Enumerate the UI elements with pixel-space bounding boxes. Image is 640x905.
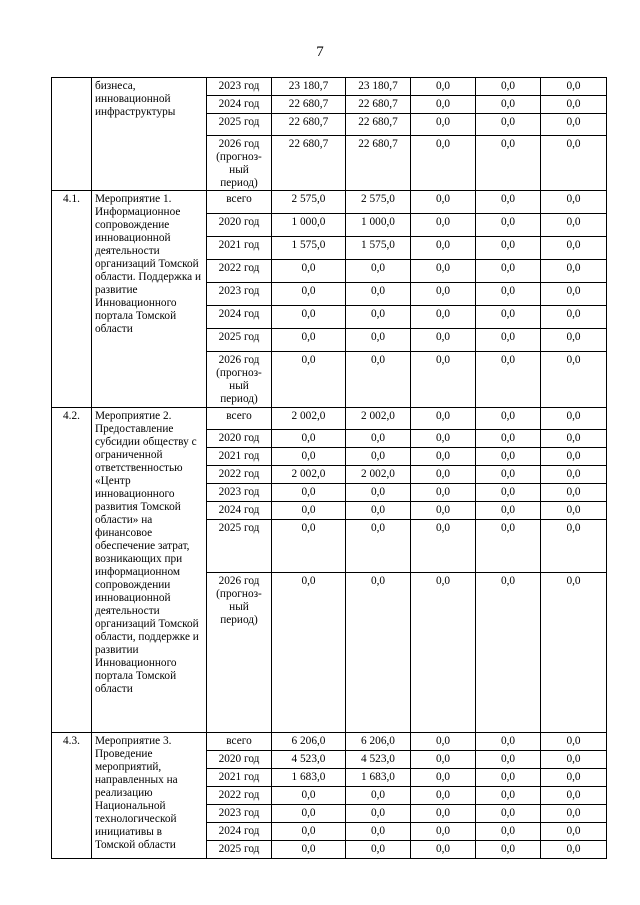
period-cell: 2021 год (207, 769, 272, 787)
regional-budget-value: 0,0 (346, 841, 411, 859)
extra-budget-value: 0,0 (541, 573, 607, 733)
total-value: 0,0 (272, 283, 346, 306)
regional-budget-value: 0,0 (346, 260, 411, 283)
period-cell: 2022 год (207, 466, 272, 484)
total-value: 6 206,0 (272, 733, 346, 751)
regional-budget-value: 0,0 (346, 520, 411, 573)
local-budget-value: 0,0 (476, 769, 541, 787)
period-cell: 2021 год (207, 448, 272, 466)
regional-budget-value: 0,0 (346, 448, 411, 466)
period-cell: 2020 год (207, 751, 272, 769)
total-value: 2 002,0 (272, 408, 346, 430)
period-cell: 2025 год (207, 841, 272, 859)
extra-budget-value: 0,0 (541, 329, 607, 352)
local-budget-value: 0,0 (476, 466, 541, 484)
federal-budget-value: 0,0 (411, 502, 476, 520)
period-cell: всего (207, 733, 272, 751)
local-budget-value: 0,0 (476, 841, 541, 859)
total-value: 0,0 (272, 823, 346, 841)
total-value: 23 180,7 (272, 78, 346, 96)
extra-budget-value: 0,0 (541, 306, 607, 329)
local-budget-value: 0,0 (476, 96, 541, 114)
local-budget-value: 0,0 (476, 114, 541, 136)
regional-budget-value: 4 523,0 (346, 751, 411, 769)
federal-budget-value: 0,0 (411, 751, 476, 769)
federal-budget-value: 0,0 (411, 329, 476, 352)
local-budget-value: 0,0 (476, 502, 541, 520)
period-cell: всего (207, 408, 272, 430)
federal-budget-value: 0,0 (411, 787, 476, 805)
table-row (52, 191, 607, 214)
extra-budget-value: 0,0 (541, 805, 607, 823)
total-value: 4 523,0 (272, 751, 346, 769)
local-budget-value: 0,0 (476, 283, 541, 306)
federal-budget-value: 0,0 (411, 260, 476, 283)
extra-budget-value: 0,0 (541, 502, 607, 520)
extra-budget-value: 0,0 (541, 214, 607, 237)
federal-budget-value: 0,0 (411, 352, 476, 408)
regional-budget-value: 0,0 (346, 502, 411, 520)
regional-budget-value: 0,0 (346, 283, 411, 306)
local-budget-value: 0,0 (476, 408, 541, 430)
budget-table (51, 77, 607, 859)
total-value: 0,0 (272, 306, 346, 329)
federal-budget-value: 0,0 (411, 283, 476, 306)
period-cell: всего (207, 191, 272, 214)
item-number (52, 78, 92, 191)
regional-budget-value: 0,0 (346, 352, 411, 408)
federal-budget-value: 0,0 (411, 769, 476, 787)
total-value: 0,0 (272, 841, 346, 859)
total-value: 0,0 (272, 260, 346, 283)
local-budget-value: 0,0 (476, 520, 541, 573)
local-budget-value: 0,0 (476, 823, 541, 841)
local-budget-value: 0,0 (476, 136, 541, 191)
period-cell: 2020 год (207, 214, 272, 237)
extra-budget-value: 0,0 (541, 78, 607, 96)
total-value: 1 000,0 (272, 214, 346, 237)
extra-budget-value: 0,0 (541, 823, 607, 841)
period-cell: 2022 год (207, 260, 272, 283)
period-cell: 2020 год (207, 430, 272, 448)
regional-budget-value: 0,0 (346, 484, 411, 502)
period-cell: 2024 год (207, 306, 272, 329)
federal-budget-value: 0,0 (411, 841, 476, 859)
extra-budget-value: 0,0 (541, 751, 607, 769)
federal-budget-value: 0,0 (411, 448, 476, 466)
extra-budget-value: 0,0 (541, 520, 607, 573)
federal-budget-value: 0,0 (411, 805, 476, 823)
federal-budget-value: 0,0 (411, 306, 476, 329)
regional-budget-value: 2 575,0 (346, 191, 411, 214)
regional-budget-value: 2 002,0 (346, 466, 411, 484)
federal-budget-value: 0,0 (411, 78, 476, 96)
regional-budget-value: 2 002,0 (346, 408, 411, 430)
total-value: 0,0 (272, 502, 346, 520)
local-budget-value: 0,0 (476, 214, 541, 237)
federal-budget-value: 0,0 (411, 96, 476, 114)
local-budget-value: 0,0 (476, 237, 541, 260)
local-budget-value: 0,0 (476, 78, 541, 96)
local-budget-value: 0,0 (476, 352, 541, 408)
period-cell: 2026 год (прогноз-ный период) (207, 136, 272, 191)
local-budget-value: 0,0 (476, 306, 541, 329)
local-budget-value: 0,0 (476, 484, 541, 502)
table-row (52, 733, 607, 751)
total-value: 22 680,7 (272, 96, 346, 114)
federal-budget-value: 0,0 (411, 466, 476, 484)
extra-budget-value: 0,0 (541, 283, 607, 306)
regional-budget-value: 0,0 (346, 787, 411, 805)
total-value: 0,0 (272, 787, 346, 805)
regional-budget-value: 22 680,7 (346, 136, 411, 191)
period-cell: 2024 год (207, 96, 272, 114)
period-cell: 2023 год (207, 283, 272, 306)
period-cell: 2024 год (207, 502, 272, 520)
extra-budget-value: 0,0 (541, 769, 607, 787)
federal-budget-value: 0,0 (411, 573, 476, 733)
regional-budget-value: 23 180,7 (346, 78, 411, 96)
total-value: 0,0 (272, 448, 346, 466)
period-cell: 2022 год (207, 787, 272, 805)
extra-budget-value: 0,0 (541, 114, 607, 136)
period-cell: 2023 год (207, 78, 272, 96)
extra-budget-value: 0,0 (541, 448, 607, 466)
regional-budget-value: 0,0 (346, 430, 411, 448)
total-value: 1 683,0 (272, 769, 346, 787)
total-value: 0,0 (272, 484, 346, 502)
federal-budget-value: 0,0 (411, 484, 476, 502)
regional-budget-value: 1 575,0 (346, 237, 411, 260)
extra-budget-value: 0,0 (541, 733, 607, 751)
extra-budget-value: 0,0 (541, 466, 607, 484)
total-value: 2 575,0 (272, 191, 346, 214)
federal-budget-value: 0,0 (411, 520, 476, 573)
local-budget-value: 0,0 (476, 805, 541, 823)
period-cell: 2025 год (207, 114, 272, 136)
regional-budget-value: 0,0 (346, 805, 411, 823)
total-value: 0,0 (272, 573, 346, 733)
regional-budget-value: 0,0 (346, 823, 411, 841)
item-number: 4.1. (52, 191, 92, 408)
period-cell: 2026 год (прогноз-ный период) (207, 352, 272, 408)
total-value: 0,0 (272, 805, 346, 823)
federal-budget-value: 0,0 (411, 214, 476, 237)
federal-budget-value: 0,0 (411, 733, 476, 751)
item-name: Мероприятие 1. Информационное сопровождение инновационной деятельности организаций Томской области. Поддержка и развитие Инновационного портала Томской области (92, 191, 207, 408)
local-budget-value: 0,0 (476, 448, 541, 466)
regional-budget-value: 0,0 (346, 573, 411, 733)
federal-budget-value: 0,0 (411, 430, 476, 448)
period-cell: 2025 год (207, 520, 272, 573)
federal-budget-value: 0,0 (411, 408, 476, 430)
period-cell: 2021 год (207, 237, 272, 260)
local-budget-value: 0,0 (476, 430, 541, 448)
table-row (52, 78, 607, 96)
local-budget-value: 0,0 (476, 191, 541, 214)
local-budget-value: 0,0 (476, 329, 541, 352)
total-value: 0,0 (272, 329, 346, 352)
federal-budget-value: 0,0 (411, 237, 476, 260)
local-budget-value: 0,0 (476, 260, 541, 283)
period-cell: 2023 год (207, 805, 272, 823)
item-number: 4.3. (52, 733, 92, 859)
period-cell: 2023 год (207, 484, 272, 502)
local-budget-value: 0,0 (476, 751, 541, 769)
total-value: 0,0 (272, 430, 346, 448)
period-cell: 2026 год (прогноз-ный период) (207, 573, 272, 733)
regional-budget-value: 0,0 (346, 329, 411, 352)
regional-budget-value: 1 683,0 (346, 769, 411, 787)
federal-budget-value: 0,0 (411, 191, 476, 214)
page-number: 7 (316, 44, 324, 60)
item-name: Мероприятие 2. Предоставление субсидии обществу с ограниченной ответственностью «Центр инновационного развития Томской области» на финансовое обеспечение затрат, возникающих при информационном сопровождении инновационной деятельности организаций Томской области, поддержке и развитии Инновационного портала Томской области (92, 408, 207, 733)
extra-budget-value: 0,0 (541, 787, 607, 805)
regional-budget-value: 22 680,7 (346, 96, 411, 114)
total-value: 22 680,7 (272, 136, 346, 191)
item-name: бизнеса, инновационной инфраструктуры (92, 78, 207, 191)
total-value: 0,0 (272, 352, 346, 408)
federal-budget-value: 0,0 (411, 136, 476, 191)
federal-budget-value: 0,0 (411, 823, 476, 841)
table-row (52, 408, 607, 430)
regional-budget-value: 1 000,0 (346, 214, 411, 237)
period-cell: 2024 год (207, 823, 272, 841)
extra-budget-value: 0,0 (541, 237, 607, 260)
extra-budget-value: 0,0 (541, 260, 607, 283)
regional-budget-value: 6 206,0 (346, 733, 411, 751)
extra-budget-value: 0,0 (541, 352, 607, 408)
extra-budget-value: 0,0 (541, 191, 607, 214)
item-number: 4.2. (52, 408, 92, 733)
regional-budget-value: 22 680,7 (346, 114, 411, 136)
item-name: Мероприятие 3. Проведение мероприятий, направленных на реализацию Национальной технологической инициативы в Томской области (92, 733, 207, 859)
period-cell: 2025 год (207, 329, 272, 352)
extra-budget-value: 0,0 (541, 96, 607, 114)
total-value: 0,0 (272, 520, 346, 573)
regional-budget-value: 0,0 (346, 306, 411, 329)
local-budget-value: 0,0 (476, 733, 541, 751)
total-value: 1 575,0 (272, 237, 346, 260)
extra-budget-value: 0,0 (541, 841, 607, 859)
federal-budget-value: 0,0 (411, 114, 476, 136)
total-value: 2 002,0 (272, 466, 346, 484)
extra-budget-value: 0,0 (541, 484, 607, 502)
local-budget-value: 0,0 (476, 787, 541, 805)
local-budget-value: 0,0 (476, 573, 541, 733)
extra-budget-value: 0,0 (541, 136, 607, 191)
total-value: 22 680,7 (272, 114, 346, 136)
extra-budget-value: 0,0 (541, 408, 607, 430)
extra-budget-value: 0,0 (541, 430, 607, 448)
